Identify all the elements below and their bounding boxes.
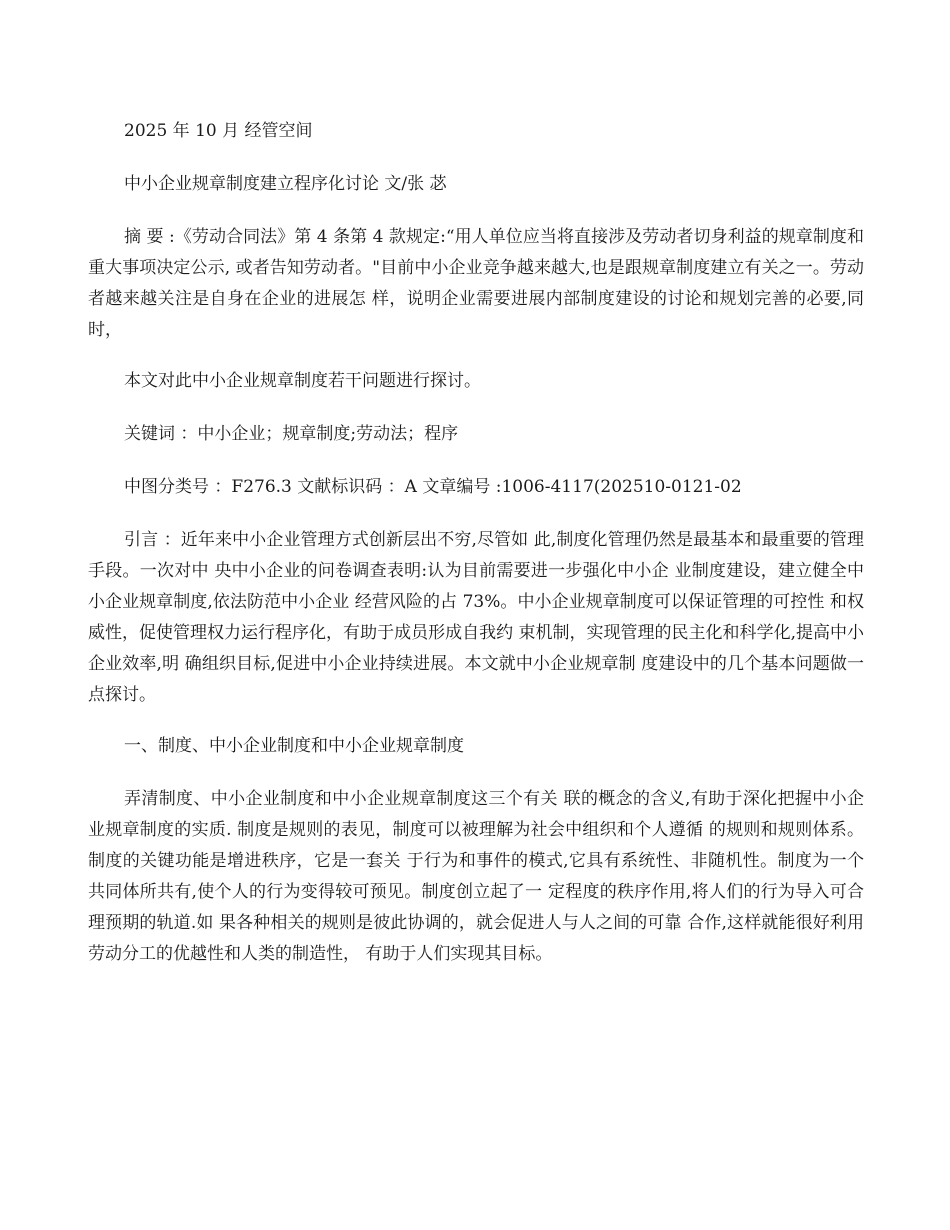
article-title: 中小企业规章制度建立程序化讨论 文/张 苾: [124, 174, 447, 194]
abstract-paragraph: 摘 要 :《劳动合同法》第 4 条第 4 款规定:“用人单位应当将直接涉及劳动者切身利益的规章制度和重大事项决定公示, 或者告知劳动者。"目前中小企业竞争越来越大,也是跟规章制度建立有关之一。劳动者越来越关注是自身在企业的进展怎 样，说明企业需要进展内部制度建设的讨论和规划完善的必要,同时，: [88, 227, 864, 340]
keywords-line: 关键词 ：中小企业；规章制度;劳动法；程序: [124, 424, 459, 444]
introduction-paragraph: 引言 ：近年来中小企业管理方式创新层出不穷,尽管如 此,制度化管理仍然是最基本和最重要的管理手段。一次对中 央中小企业的问卷调查表明:认为目前需要进一步强化中小企 业制度建设，建立健全中小企业规章制度,依法防范中小企业 经营风险的占 73%。中小企业规章制度可以保证管理的可控性 和权威性，促使管理权力运行程序化，有助于成员形成自我约 束机制，实现管理的民主化和科学化,提高中小企业效率,明 确组织目标,促进中小企业持续进展。本文就中小企业规章制 度建设中的几个基本问题做一点探讨。: [88, 530, 864, 705]
section-heading: 一、制度、中小企业制度和中小企业规章制度: [124, 736, 464, 756]
abstract-continuation: 本文对此中小企业规章制度若干问题进行探讨。: [124, 371, 481, 391]
section-body-paragraph: 弄清制度、中小企业制度和中小企业规章制度这三个有关 联的概念的含义,有助于深化把握中小企业规章制度的实质. 制度是规则的表见，制度可以被理解为社会中组织和个人遵循 的规则和规则体系。制度的关键功能是增进秩序，它是一套关 于行为和事件的模式,它具有系统性、非随机性。制度为一个 共同体所共有,使个人的行为变得较可预见。制度创立起了一 定程度的秩序作用,将人们的行为导入可合理预期的轨道.如 果各种相关的规则是彼此协调的，就会促进人与人之间的可靠 合作,这样就能很好利用劳动分工的优越性和人类的制造性， 有助于人们实现其目标。: [88, 789, 864, 964]
journal-header: 2025 年 10 月 经管空间: [124, 121, 313, 141]
document-page: [88, 116, 864, 990]
classification-line: 中图分类号 ：F276.3 文献标识码 ：A 文章编号 :1006-4117(202510-0121-02: [124, 477, 742, 497]
